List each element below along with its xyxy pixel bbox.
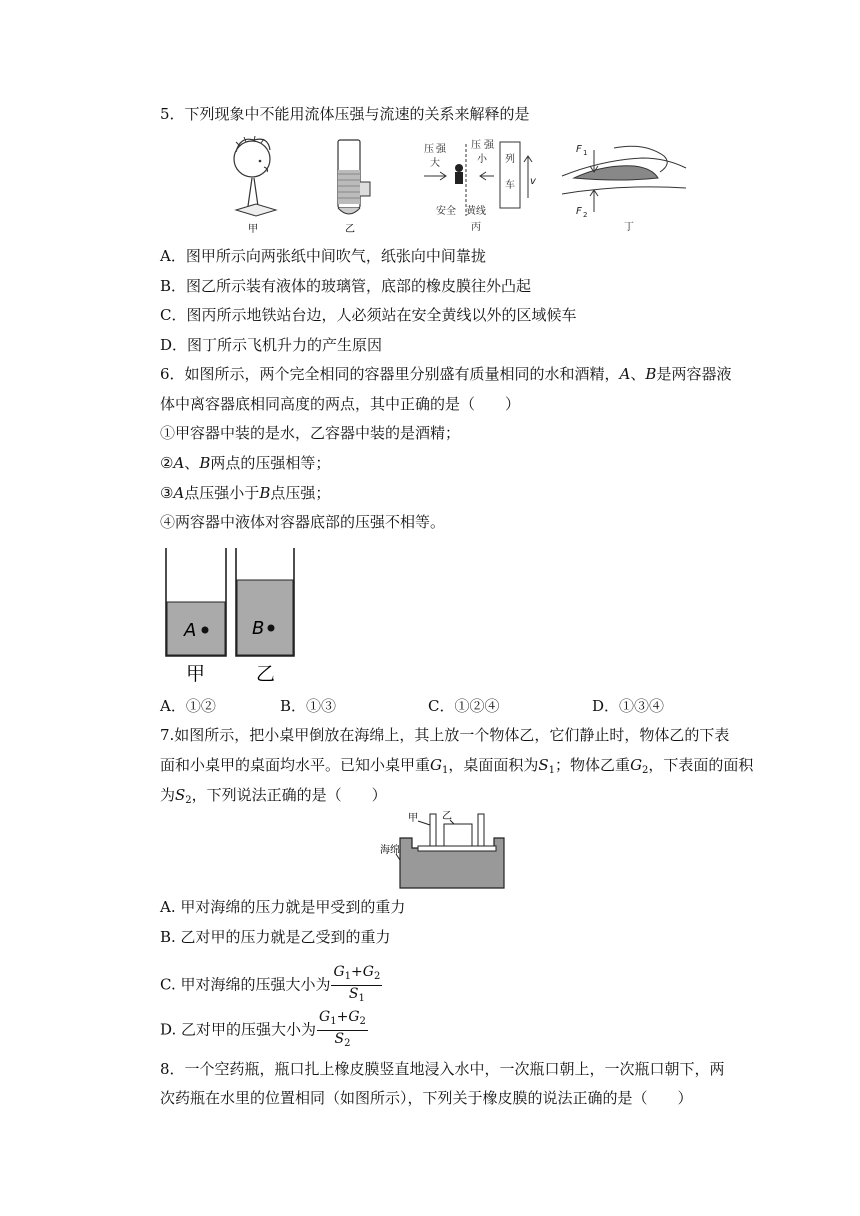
- svg-text:小: 小: [477, 154, 487, 165]
- q7-option-c-fraction: $\frac{G_1+G_2}{S_1}$: [333, 964, 381, 1004]
- svg-text:F: F: [576, 206, 582, 217]
- q6-containers-figure: [160, 544, 300, 686]
- q6-options: [160, 695, 720, 715]
- q7-option-b: B. 乙对甲的压力就是乙受到的重力: [160, 928, 391, 946]
- q7-stem-line1: 7.如图所示，把小桌甲倒放在海绵上，其上放一个物体乙，它们静止时，物体乙的下表: [160, 726, 730, 744]
- svg-text:丙: 丙: [471, 222, 481, 233]
- svg-text:压: 压: [424, 144, 434, 155]
- svg-text:F: F: [576, 144, 582, 155]
- q7-stem-line3: 为$S_2$，下列说法正确的是（ ）: [160, 786, 387, 806]
- q6-stem-line2: 体中离容器底相同高度的两点，其中正确的是（ ）: [160, 395, 521, 413]
- svg-text:甲: 甲: [248, 224, 258, 235]
- q5-option-d: D．图丁所示飞机升力的产生原因: [160, 336, 383, 354]
- svg-text:强: 强: [484, 140, 494, 151]
- q5-option-c: C．图丙所示地铁站台边，人必须站在安全黄线以外的区域候车: [160, 306, 577, 324]
- svg-text:乙: 乙: [442, 811, 452, 822]
- svg-text:黄线: 黄线: [466, 206, 486, 217]
- svg-text:1: 1: [583, 149, 588, 157]
- q7-stem-line2: 面和小桌甲的桌面均水平。已知小桌甲重$G_1$，桌面面积为$S_1$；物体乙重$G_2$，下表面的面积: [160, 756, 754, 776]
- svg-text:2: 2: [583, 211, 588, 219]
- svg-text:B: B: [252, 618, 265, 639]
- q8-stem-line1: 8．一个空药瓶，瓶口扎上橡皮膜竖直地浸入水中，一次瓶口朝上，一次瓶口朝下，两: [160, 1060, 725, 1078]
- svg-text:压: 压: [471, 140, 481, 151]
- svg-text:车: 车: [505, 180, 515, 191]
- svg-text:甲: 甲: [186, 663, 206, 685]
- q7-option-d-fraction: $\frac{G_1+G_2}{S_2}$: [319, 1009, 366, 1049]
- q5-figure: [214, 134, 692, 240]
- q5-stem: 5．下列现象中不能用流体压强与流速的关系来解释的是: [160, 105, 530, 123]
- svg-text:安全: 安全: [436, 206, 456, 217]
- svg-text:A: A: [184, 620, 197, 641]
- svg-text:甲: 甲: [408, 813, 418, 824]
- q5-option-a: A．图甲所示向两张纸中间吹气，纸张向中间靠拢: [160, 247, 486, 265]
- q6-option-b: B．①③: [280, 697, 337, 715]
- q8-stem-line2: 次药瓶在水里的位置相同（如图所示），下列关于橡皮膜的说法正确的是（ ）: [160, 1089, 693, 1107]
- q6-stem-line1: 6．如图所示，两个完全相同的容器里分别盛有质量相同的水和酒精，A、B是两容器液: [160, 365, 732, 383]
- q6-option-c: C．①②④: [428, 697, 500, 715]
- q7-option-c: C. 甲对海绵的压强大小为 $\frac{G_1+G_2}{S_1}$: [160, 964, 382, 1007]
- svg-text:v: v: [530, 176, 536, 187]
- q6-statement-2: ②A、B两点的压强相等；: [160, 454, 331, 472]
- svg-text:乙: 乙: [345, 224, 355, 235]
- svg-text:列: 列: [505, 154, 515, 165]
- q6-option-a: A．①②: [160, 697, 216, 715]
- q5-option-b: B．图乙所示装有液体的玻璃管，底部的橡皮膜往外凸起: [160, 277, 532, 295]
- svg-text:强: 强: [436, 144, 446, 155]
- svg-text:乙: 乙: [256, 663, 276, 685]
- q6-statement-1: ①甲容器中装的是水，乙容器中装的是酒精；: [160, 424, 461, 442]
- q6-option-d: D．①③④: [592, 697, 665, 715]
- q6-statement-4: ④两容器中液体对容器底部的压强不相等。: [160, 513, 446, 531]
- q7-option-d: D. 乙对甲的压强大小为 $\frac{G_1+G_2}{S_2}$: [160, 1009, 368, 1052]
- svg-text:丁: 丁: [624, 222, 634, 233]
- q7-option-a: A. 甲对海绵的压力就是甲受到的重力: [160, 898, 406, 916]
- svg-text:海绵: 海绵: [380, 845, 400, 856]
- q6-statement-3: ③A点压强小于B点压强；: [160, 484, 331, 502]
- q7-table-sponge-figure: [374, 808, 518, 890]
- svg-text:大: 大: [430, 158, 440, 169]
